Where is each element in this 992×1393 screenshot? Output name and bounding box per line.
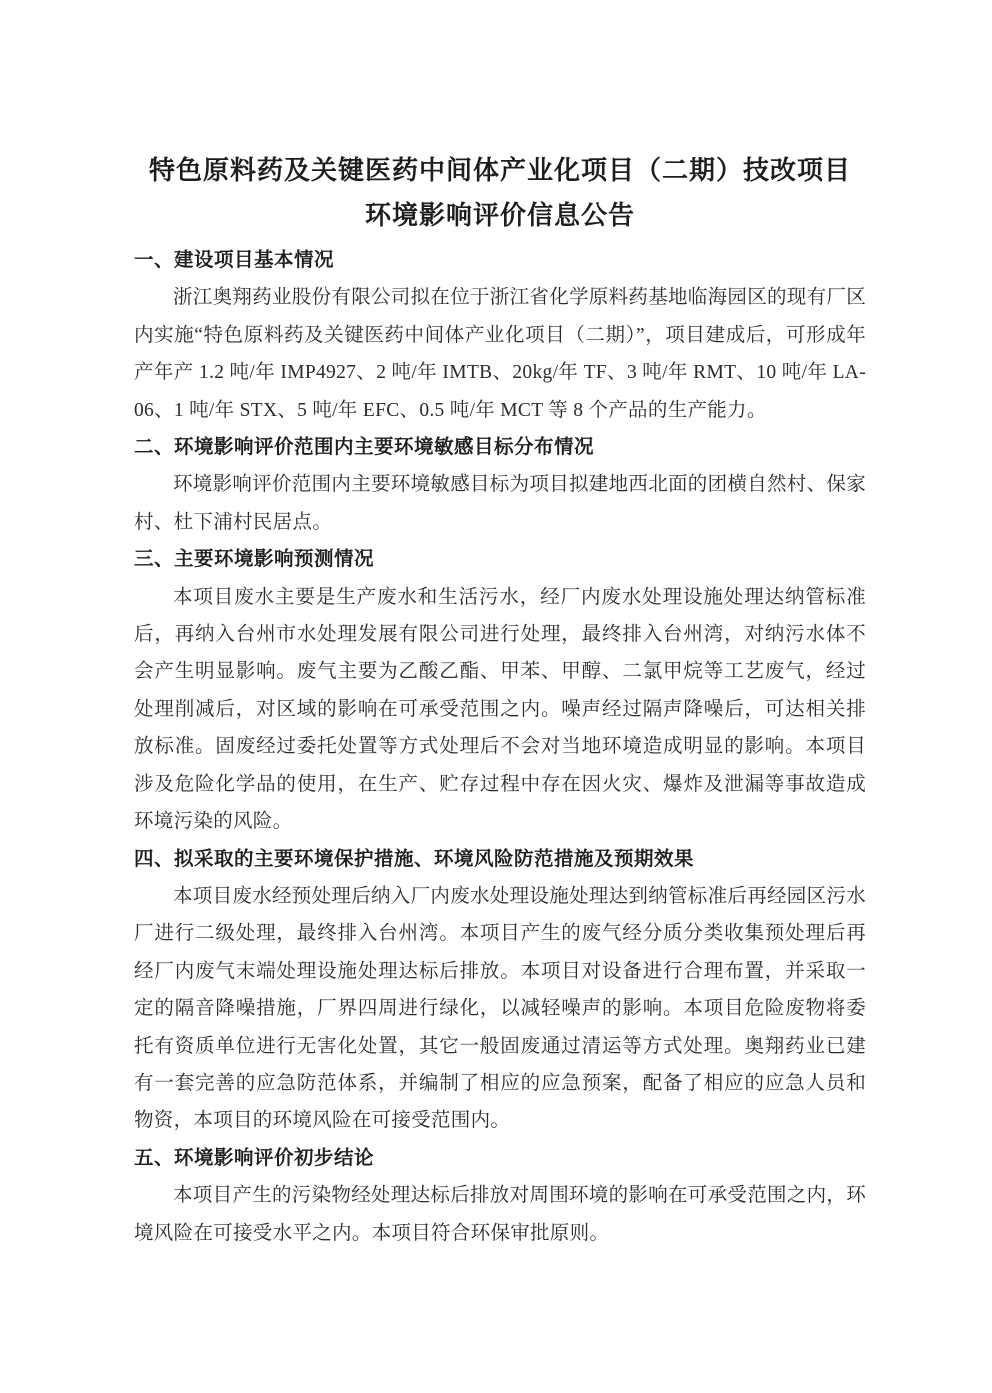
document-title — [134, 148, 866, 238]
section-5-paragraph: 本项目产生的污染物经处理达标后排放对周围环境的影响在可承受范围之内，环境风险在可接受水平之内。本项目符合环保审批原则。 — [134, 1185, 867, 1244]
section-5-heading: 五、环境影响评价初步结论 — [134, 1146, 375, 1169]
section-4-heading: 四、拟采取的主要环境保护措施、环境风险防范措施及预期效果 — [134, 847, 695, 870]
section-4-paragraph: 本项目废水经预处理后纳入厂内废水处理设施处理达到纳管标准后再经园区污水厂进行二级处理，最终排入台州湾。本项目产生的废气经分质分类收集预处理后再经厂内废气末端处理设施处理达标后排放。本项目对设备进行合理布置，并采取一定的隔音降噪措施，厂界四周进行绿化，以减轻噪声的影响。本项目危险废物将委托有资质单位进行无害化处置，其它一般固废通过清运等方式处理。奥翔药业已建有一套完善的应急防范体系，并编制了相应的应急预案，配备了相应的应急人员和物资，本项目的环境风险在可接受范围内。 — [134, 885, 867, 1132]
section-3 — [134, 541, 866, 840]
section-2 — [134, 429, 866, 541]
document-body — [134, 242, 866, 1252]
section-3-heading: 三、主要环境影响预测情况 — [134, 548, 375, 571]
section-1 — [134, 242, 866, 429]
section-2-paragraph: 环境影响评价范围内主要环境敏感目标为项目拟建地西北面的团横自然村、保家村、杜下浦村民居点。 — [134, 474, 867, 533]
section-5 — [134, 1140, 866, 1252]
section-4 — [134, 841, 866, 1140]
document-title-line2: 环境影响评价信息公告 — [364, 200, 635, 230]
section-1-heading: 一、建设项目基本情况 — [134, 249, 335, 271]
section-2-heading: 二、环境影响评价范围内主要环境敏感目标分布情况 — [134, 436, 595, 459]
document-title-line1: 特色原料药及关键医药中间体产业化项目（二期）技改项目 — [148, 155, 851, 185]
document-content — [134, 148, 866, 1252]
section-3-paragraph: 本项目废水主要是生产废水和生活污水，经厂内废水处理设施处理达纳管标准后，再纳入台州市水处理发展有限公司进行处理，最终排入台州湾，对纳污水体不会产生明显影响。废气主要为乙酸乙酯、甲苯、甲醇、二氯甲烷等工艺废气，经过处理削减后，对区域的影响在可承受范围之内。噪声经过隔声降噪后，可达相关排放标准。固废经过委托处置等方式处理后不会对当地环境造成明显的影响。本项目涉及危险化学品的使用，在生产、贮存过程中存在因火灾、爆炸及泄漏等事故造成环境污染的风险。 — [134, 586, 866, 833]
section-1-paragraph: 浙江奥翔药业股份有限公司拟在位于浙江省化学原料药基地临海园区的现有厂区内实施“特色原料药及关键医药中间体产业化项目（二期）”，项目建成后，可形成年产年产 1.2 吨/年 IMP4927、2 吨/年 IMTB、20kg/年 TF、3 吨/年 RMT、10 吨/年 LA-06、1 吨/年 STX、5 吨/年 EFC、0.5 吨/年 MCT 等 8 个产品的生产能力。 — [134, 287, 867, 421]
